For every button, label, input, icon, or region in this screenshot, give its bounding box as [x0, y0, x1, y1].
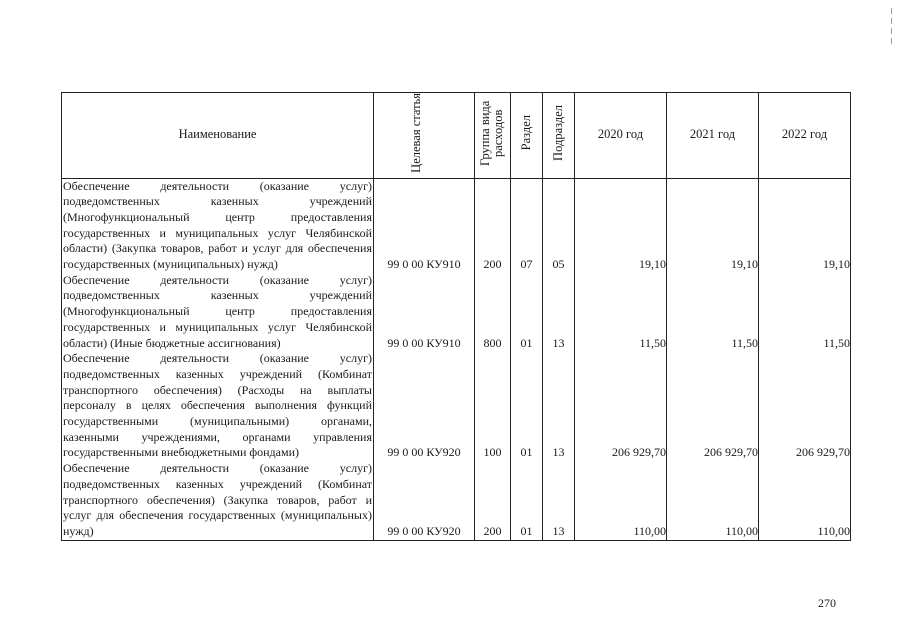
row-group: 200	[475, 178, 511, 273]
row-subsection: 13	[543, 273, 575, 352]
row-2021: 206 929,70	[667, 351, 759, 461]
row-2020: 11,50	[575, 273, 667, 352]
col-header-section: Раздел	[511, 93, 543, 179]
row-name: Обеспечение деятельности (оказание услуг) подведомственных казенных учреждений (Комбинат транспортного обеспечения) (Закупка товаров, работ и услуг для обеспечения государственных (муниципальных) нужд)	[62, 461, 374, 540]
row-name: Обеспечение деятельности (оказание услуг) подведомственных казенных учреждений (Многофункциональный центр предоставления государственных и муниципальных услуг Челябинской области) (Иные бюджетные ассигнования)	[63, 272, 372, 350]
row-2020: 19,10	[575, 178, 667, 273]
row-section: 01	[511, 351, 543, 461]
col-header-subsection: Подраздел	[543, 93, 575, 179]
row-2022: 110,00	[759, 461, 851, 540]
col-header-name: Наименование	[62, 93, 374, 179]
row-name: Обеспечение деятельности (оказание услуг) подведомственных казенных учреждений (Комбинат транспортного обеспечения) (Расходы на выплаты персоналу в целях обеспечения выполнения функций государственными (муниципальными) органами, казенными учреждениями, органами управления государственными внебюджетными фондами)	[63, 351, 372, 460]
row-2020: 206 929,70	[575, 351, 667, 461]
row-subsection: 13	[543, 461, 575, 540]
table-row	[62, 273, 851, 352]
budget-table	[61, 92, 851, 541]
col-header-2022: 2022 год	[759, 93, 851, 179]
scan-edge-marks	[891, 8, 893, 48]
table-row	[62, 461, 851, 540]
row-2021: 11,50	[667, 273, 759, 352]
table-row	[62, 351, 851, 461]
row-subsection: 13	[543, 351, 575, 461]
row-target: 99 0 00 КУ910	[374, 273, 475, 352]
row-2021: 19,10	[667, 178, 759, 273]
table-body	[62, 178, 851, 540]
row-target: 99 0 00 КУ920	[374, 351, 475, 461]
table-header	[62, 93, 851, 179]
page-number: 270	[818, 596, 836, 610]
row-2020: 110,00	[575, 461, 667, 540]
row-section: 01	[511, 461, 543, 540]
col-header-2021: 2021 год	[667, 93, 759, 179]
row-group: 200	[475, 461, 511, 540]
col-header-2020: 2020 год	[575, 93, 667, 179]
row-2022: 206 929,70	[759, 351, 851, 461]
col-header-group: Группа вида расходов	[475, 93, 511, 179]
row-target: 99 0 00 КУ910	[374, 178, 475, 273]
row-name: Обеспечение деятельности (оказание услуг) подведомственных казенных учреждений (Многофункциональный центр предоставления государственных и муниципальных услуг Челябинской области) (Закупка товаров, работ и услуг для обеспечения государственных (муниципальных) нужд)	[63, 178, 372, 272]
table-row	[62, 178, 851, 273]
row-group: 800	[475, 273, 511, 352]
row-group: 100	[475, 351, 511, 461]
row-section: 01	[511, 273, 543, 352]
row-2022: 19,10	[759, 178, 851, 273]
col-header-target: Целевая статья	[374, 93, 475, 179]
row-subsection: 05	[543, 178, 575, 273]
row-2021: 110,00	[667, 461, 759, 540]
row-2022: 11,50	[759, 273, 851, 352]
row-section: 07	[511, 178, 543, 273]
row-target: 99 0 00 КУ920	[374, 461, 475, 540]
